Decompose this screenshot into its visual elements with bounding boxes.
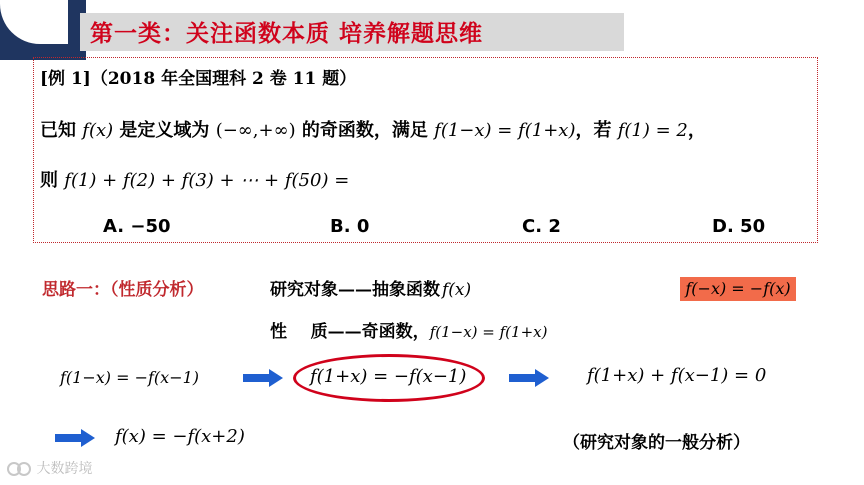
line1-domain: (−∞,+∞) bbox=[215, 120, 296, 141]
line1-mid2: 的奇函数，满足 bbox=[295, 120, 435, 141]
property-line bbox=[270, 317, 547, 342]
line1-end: ， bbox=[687, 120, 706, 141]
line1-mid3: ，若 bbox=[575, 120, 618, 141]
step3-equation: f(1+x) + f(x−1) = 0 bbox=[587, 365, 767, 386]
example-line-2 bbox=[40, 166, 349, 192]
line2-pre: 则 bbox=[40, 170, 65, 191]
page-title: 第一类：关注函数本质 培养解题思维 bbox=[90, 21, 484, 47]
arrow-right-icon bbox=[243, 368, 283, 388]
watermark-text: 大数跨境 bbox=[36, 461, 93, 477]
option-b: B. 0 bbox=[330, 216, 370, 237]
watermark bbox=[6, 458, 92, 478]
line1-pre: 已知 bbox=[40, 120, 83, 141]
watermark-logo-icon bbox=[6, 461, 32, 477]
line1-function: f(x) bbox=[82, 120, 114, 141]
analysis-note: （研究对象的一般分析） bbox=[563, 433, 750, 453]
odd-function-box: f(−x) = −f(x) bbox=[680, 277, 796, 301]
property-math: f(1−x) = f(1+x) bbox=[429, 323, 548, 341]
line1-value: f(1) = 2 bbox=[617, 120, 688, 141]
example-heading: [例 1]（2018 年全国理科 2 卷 11 题） bbox=[40, 69, 357, 89]
line2-sum: f(1) + f(2) + f(3) + ⋯ + f(50) = bbox=[64, 170, 350, 191]
arrow-right-icon bbox=[55, 428, 95, 448]
object-text: 研究对象——抽象函数 bbox=[270, 280, 440, 300]
object-math: f(x) bbox=[442, 280, 472, 300]
arrow-right-icon bbox=[509, 368, 549, 388]
idea-label: 思路一：（性质分析） bbox=[42, 280, 204, 300]
step4-equation: f(x) = −f(x+2) bbox=[115, 426, 245, 447]
line1-mid: 是定义域为 bbox=[113, 120, 216, 141]
example-line-1 bbox=[40, 116, 706, 142]
option-c: C. 2 bbox=[522, 216, 561, 237]
line1-condition: f(1−x) = f(1+x) bbox=[434, 120, 576, 141]
option-d: D. 50 bbox=[712, 216, 766, 237]
option-a: A. −50 bbox=[103, 216, 171, 237]
step1-equation: f(1−x) = −f(x−1) bbox=[60, 368, 200, 387]
object-line bbox=[270, 275, 471, 300]
step2-equation: f(1+x) = −f(x−1) bbox=[310, 366, 467, 387]
property-text: 性 质——奇函数， bbox=[270, 322, 430, 342]
